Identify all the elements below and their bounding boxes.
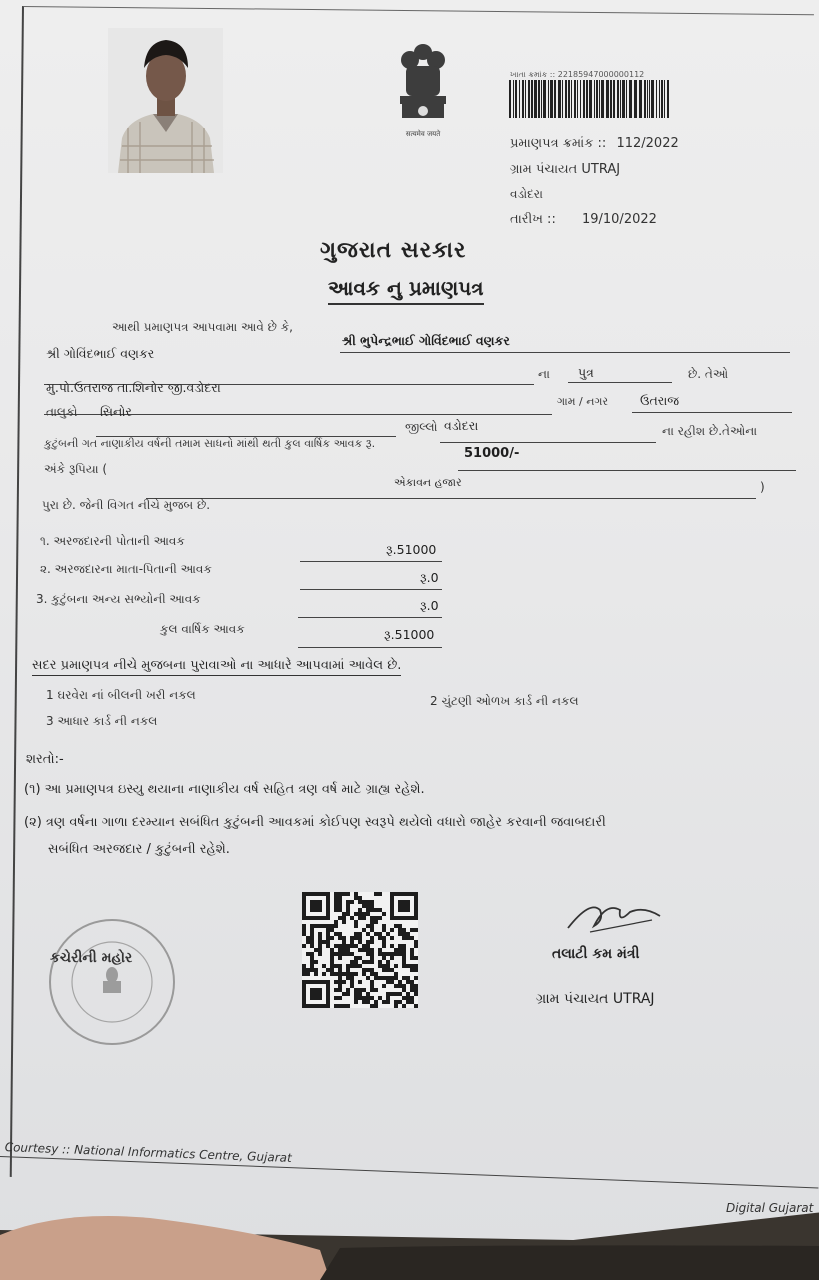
income-row-line [298,617,442,618]
words-label: અંકે રૂપિયા ( [44,462,108,476]
income-row-label: 3. કુટુંબના અન્ય સભ્યોની આવક [36,592,201,606]
digital-gujarat-brand: Digital Gujarat [726,1201,814,1215]
office-seal-label: કચેરીની મહોર [50,950,133,966]
income-row-amount: રૂ.0 [420,570,439,585]
barcode-number: ખાતા ક્રમાંક :: 22185947000000112 [510,70,645,79]
barcode-icon [509,80,671,118]
government-title: ગુજરાત સરકાર [320,238,467,263]
official-title: તલાટી કમ મંત્રી [552,946,640,962]
income-sentence: કુટુંબની ગત નાણાકીય વર્ષની તમામ સાધનો માંથી થતી કુલ વાર્ષિક આવક રૂ. [44,437,376,450]
emblem-caption: सत्यमेव जयते [405,130,441,138]
resident-text: ના રહીશ છે.તેઓના [662,424,758,438]
courtesy-text: Courtesy :: National Informatics Centre, Gujarat [4,1140,293,1166]
office-seal-stamp-icon [45,915,180,1050]
intro-text: આથી પ્રમાણપત્ર આપવામા આવે છે કે, [112,320,293,334]
qr-code-icon [302,887,418,1013]
address-value: મુ.પો.ઉતરાજ તા.શિનોર જી.વડોદરા [46,380,221,395]
certificate-number-label: પ્રમાણપત્ર ક્રમાંક :: [510,136,607,151]
income-row-line [300,561,442,562]
date-value: 19/10/2022 [581,212,657,227]
hand-icon [0,1180,819,1280]
income-total-amount: રૂ.51000 [384,627,435,642]
district-value: વડોદરા [444,418,479,433]
applicant-photo-icon [108,28,223,173]
certificate-number-value: 112/2022 [616,136,679,151]
income-total-label: કુલ વાર્ષિક આવક [160,622,245,636]
condition-item: (૨) ત્રણ વર્ષના ગાળા દરમ્યાન સબંધિત કુટુંબની આવકમાં કોઈપણ સ્વરૂપે થયેલો વધારો જાહેર કરવાની જવાબદારી [24,815,606,830]
taluka-value: સિનોર [100,404,132,419]
certificate-title: આવક નુ પ્રમાણપત્ર [328,276,484,305]
income-row-amount: રૂ.51000 [386,542,437,557]
village-label: ગામ / નગર [557,395,609,408]
condition-item: સબંધિત અરજદાર / કુટુંબની રહેશે. [48,842,230,857]
income-row-amount: રૂ.0 [420,598,439,613]
relation-value: પુત્ર [578,365,594,380]
income-total-line [298,647,442,648]
income-row-label: ૨. અરજદારના માતા-પિતાની આવક [40,562,212,576]
applicant-name-line [340,352,790,353]
condition-item: (૧) આ પ્રમાણપત્ર ઇસ્યુ થયાના નાણાકીય વર્ષ સહિત ત્રણ વર્ષ માટે ગ્રાહ્ય રહેશે. [24,782,425,797]
date-label: તારીખ :: [510,212,556,227]
certificate-number [510,136,679,151]
signature-icon [560,890,670,940]
income-amount: 51000/- [464,446,520,461]
applicant-name: શ્રી ભુપેન્દ્રભાઈ ગોવિંદભાઈ વણકર [342,333,510,348]
income-row-label: ૧. અરજદારની પોતાની આવક [40,534,185,548]
words-value: એકાવન હજાર [394,476,462,489]
national-emblem-icon [388,40,458,140]
relation-suffix: છે. તેઓ [688,367,729,381]
details-text: પુરા છે. જેની વિગત નીચે મુજબ છે. [42,498,211,512]
proof-item: 3 આધાર કાર્ડ ની નકલ [46,714,158,728]
official-panchayat: ગ્રામ પંચાયત UTRAJ [536,991,655,1007]
proof-item: 2 ચુંટણી ઓળખ કાર્ડ ની નકલ [430,694,579,708]
relation-line [568,382,672,383]
words-line [146,498,756,499]
header-date [510,212,657,227]
taluka-label: તાલુકો [46,405,78,419]
words-close: ) [760,480,765,494]
village-value: ઉતરાજ [640,393,680,408]
district-label: જીલ્લો [405,420,438,434]
conditions-heading: શરતો:- [26,752,64,767]
proofs-heading: સદર પ્રમાણપત્ર નીચે મુજબના પુરાવાઓ ના આધારે આપવામાં આવેલ છે. [32,658,401,676]
header-district: વડોદરા [510,187,543,201]
village-line [632,412,792,413]
header-panchayat: ગ્રામ પંચાયત UTRAJ [510,162,621,177]
proof-item: 1 ઘરવેરા નાં બીલની ખરી નકલ [46,688,196,702]
relation-prefix: ના [538,367,550,381]
income-row-line [300,589,442,590]
father-name: શ્રી ગોવિંદભાઈ વણકર [46,346,155,361]
district-line [440,442,656,443]
income-amount-line [458,470,796,471]
